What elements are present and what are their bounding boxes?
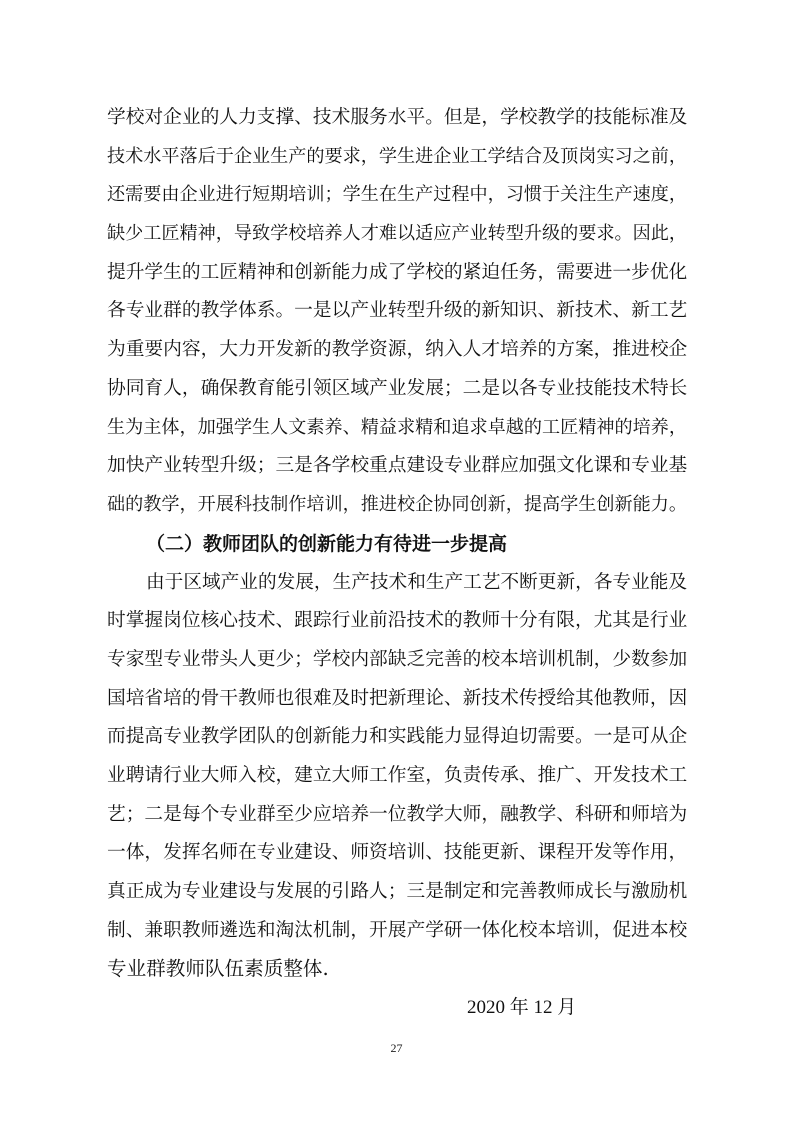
paragraph-line: 础的教学，开展科技制作培训，推进校企协同创新，提高学生创新能力。 [107,494,688,515]
paragraph-line: 学校对企业的人力支撑、技术服务水平。但是，学校教学的技能标准及 [107,107,688,128]
paragraph-line: 艺；二是每个专业群至少应培养一位教学大师，融教学、科研和师培为 [107,804,688,825]
paragraph-line: 一体，发挥名师在专业建设、师资培训、技能更新、课程开发等作用， [107,842,688,863]
paragraph-line: 生为主体，加强学生人文素养、精益求精和追求卓越的工匠精神的培养， [107,417,688,438]
paragraph-line: 缺少工匠精神，导致学校培养人才难以适应产业转型升级的要求。因此， [107,223,688,244]
paragraph-line: 国培省培的骨干教师也很难及时把新理论、新技术传授给其他教师，因 [107,688,688,709]
paragraph-line: 业聘请行业大师入校，建立大师工作室，负责传承、推广、开发技术工 [107,765,688,786]
paragraph-line: 真正成为专业建设与发展的引路人；三是制定和完善教师成长与激励机 [107,881,688,902]
paragraph-line: 加快产业转型升级；三是各学校重点建设专业群应加强文化课和专业基 [107,455,688,476]
paragraph-line: 技术水平落后于企业生产的要求，学生进企业工学结合及顶岗实习之前， [107,146,688,167]
paragraph-line: 而提高专业教学团队的创新能力和实践能力显得迫切需要。一是可从企 [107,726,688,747]
paragraph-line: 提升学生的工匠精神和创新能力成了学校的紧迫任务，需要进一步优化 [107,262,688,283]
paragraph-line: 协同育人，确保教育能引领区域产业发展；二是以各专业技能技术特长 [107,378,688,399]
paragraph-line: 由于区域产业的发展，生产技术和生产工艺不断更新，各专业能及 [146,572,688,593]
paragraph-line: 专业群教师队伍素质整体. [107,957,329,980]
section-heading: （二）教师团队的创新能力有待进一步提高 [146,533,508,555]
paragraph-line: 时掌握岗位核心技术、跟踪行业前沿技术的教师十分有限，尤其是行业 [107,610,688,631]
paragraph-line: 制、兼职教师遴选和淘汰机制，开展产学研一体化校本培训，促进本校 [107,920,688,941]
paragraph-line: 为重要内容，大力开发新的教学资源，纳入人才培养的方案，推进校企 [107,339,688,360]
paragraph-line: 各专业群的教学体系。一是以产业转型升级的新知识、新技术、新工艺 [107,300,688,321]
paragraph-line: 还需要由企业进行短期培训；学生在生产过程中，习惯于关注生产速度， [107,184,688,205]
page-number: 27 [390,1041,403,1055]
paragraph-line: 专家型专业带头人更少；学校内部缺乏完善的校本培训机制，少数参加 [107,649,688,670]
document-date: 2020 年 12 月 [467,997,577,1018]
